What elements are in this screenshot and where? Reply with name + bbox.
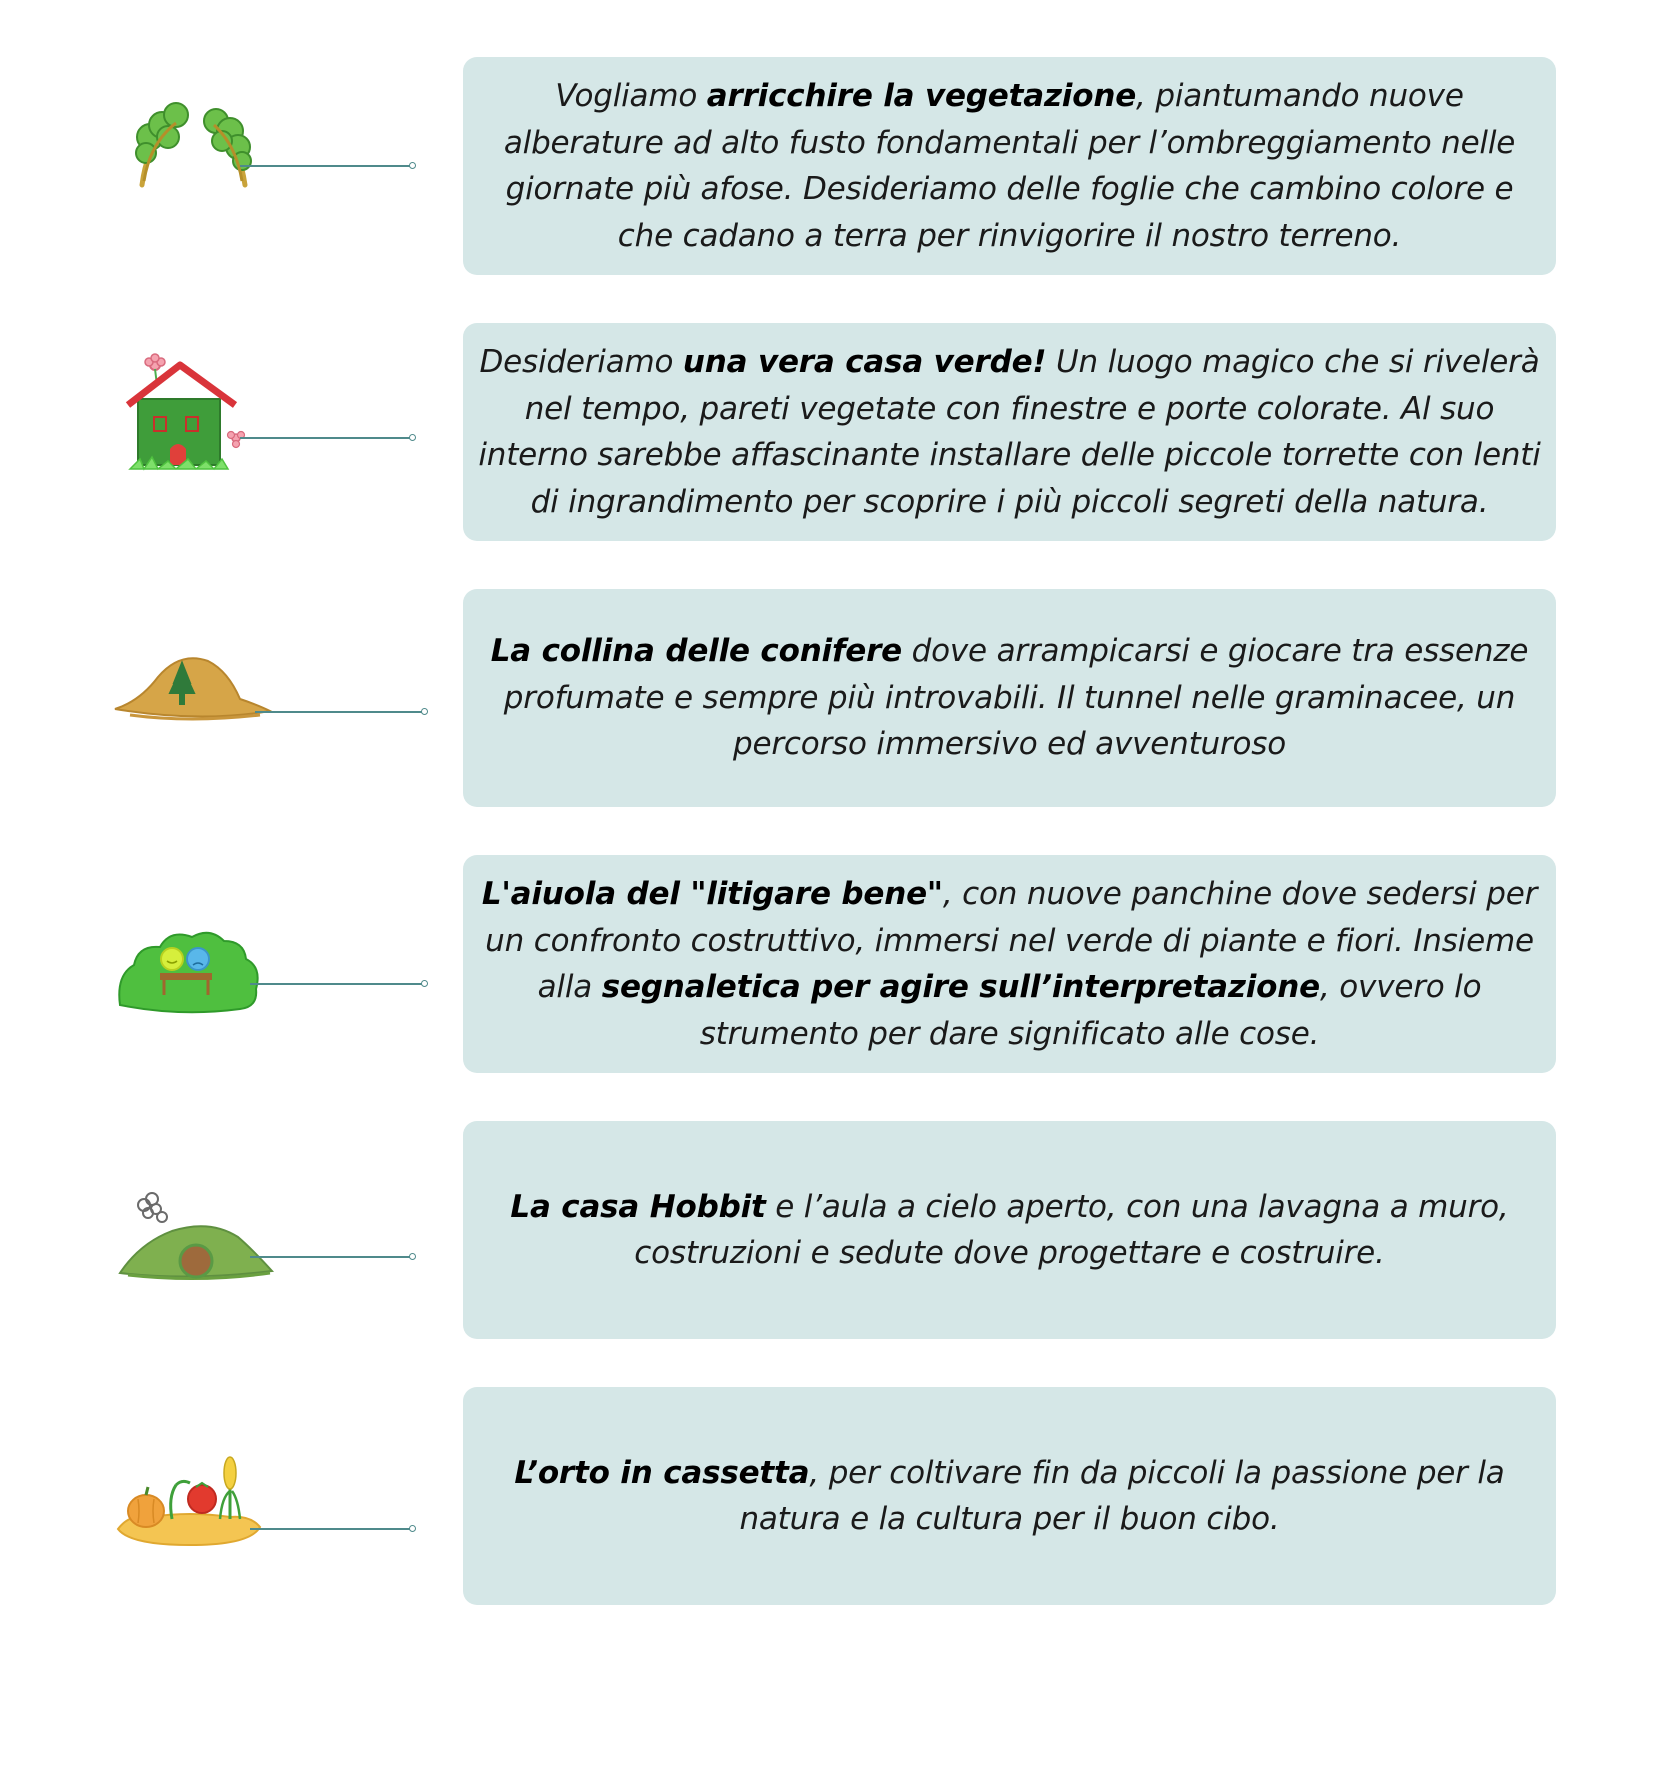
connector-line — [240, 165, 410, 167]
connector-line — [255, 711, 422, 713]
card-text — [475, 871, 1544, 1057]
connector-dot — [409, 434, 416, 441]
connector-dot — [409, 162, 416, 169]
hobbit-house-icon — [110, 1121, 280, 1339]
bold-text-segment: L’orto in cassetta — [514, 1454, 810, 1491]
description-card — [463, 589, 1556, 807]
connector-dot — [409, 1253, 416, 1260]
description-card — [463, 57, 1556, 275]
card-text — [475, 1450, 1544, 1543]
connector-dot — [421, 708, 428, 715]
list-item — [0, 323, 1676, 541]
connector-dot — [421, 980, 428, 987]
description-card — [463, 1387, 1556, 1605]
conifer-hill-icon — [110, 589, 280, 807]
flowerbed-bench-icon — [110, 855, 280, 1073]
text-segment: , piantumando nuove alberature ad alto fusto fondamentali per l’ombreggiamento nelle giornate più afose. Desideriamo delle foglie che cambino colore e che cadano a terra per rinvigorire il nostro terreno. — [503, 78, 1516, 254]
text-segment: , per coltivare fin da piccoli la passione per la natura e la cultura per il buon cibo. — [739, 1454, 1505, 1537]
card-text — [475, 339, 1544, 525]
green-house-icon — [110, 323, 280, 541]
list-item — [0, 589, 1676, 807]
bold-text-segment: La casa Hobbit — [510, 1188, 766, 1225]
bold-text-segment: L'aiuola del "litigare bene" — [481, 876, 943, 912]
description-card — [463, 1121, 1556, 1339]
text-segment: dove arrampicarsi e giocare tra essenze profumate e sempre più introvabili. Il tunnel nelle graminacee, un percorso immersivo ed avventuroso — [503, 633, 1529, 763]
list-item — [0, 855, 1676, 1073]
card-text — [475, 1184, 1544, 1277]
description-card — [463, 855, 1556, 1073]
card-text — [475, 628, 1544, 768]
vegetable-garden-icon — [110, 1387, 280, 1605]
bold-text-segment: arricchire la vegetazione — [706, 78, 1137, 114]
connector-line — [250, 1256, 410, 1258]
card-text — [475, 73, 1544, 259]
description-card — [463, 323, 1556, 541]
list-item — [0, 57, 1676, 275]
bold-text-segment: segnaletica per agire sull’interpretazione — [601, 969, 1320, 1005]
connector-line — [240, 437, 410, 439]
connector-line — [250, 983, 422, 985]
bold-text-segment: La collina delle conifere — [490, 633, 903, 670]
text-segment: Desideriamo — [479, 344, 683, 380]
text-segment: e l’aula a cielo aperto, con una lavagna a muro, costruzioni e sedute dove progettare e costruire. — [634, 1188, 1509, 1271]
text-segment: , ovvero lo strumento per dare significato alle cose. — [699, 969, 1482, 1052]
bold-text-segment: una vera casa verde! — [682, 344, 1047, 380]
text-segment: Un luogo magico che si rivelerà nel tempo, pareti vegetate con finestre e porte colorate. Al suo interno sarebbe affascinante installare delle piccole torrette con lenti di ingrandimento per scoprire i più piccoli segreti della natura. — [478, 344, 1541, 520]
connector-line — [250, 1528, 410, 1530]
list-item — [0, 1387, 1676, 1605]
list-item — [0, 1121, 1676, 1339]
text-segment: , con nuove panchine dove sedersi per un confronto costruttivo, immersi nel verde di piante e fiori. Insieme alla — [485, 876, 1538, 1005]
text-segment: Vogliamo — [555, 78, 707, 114]
connector-dot — [409, 1525, 416, 1532]
